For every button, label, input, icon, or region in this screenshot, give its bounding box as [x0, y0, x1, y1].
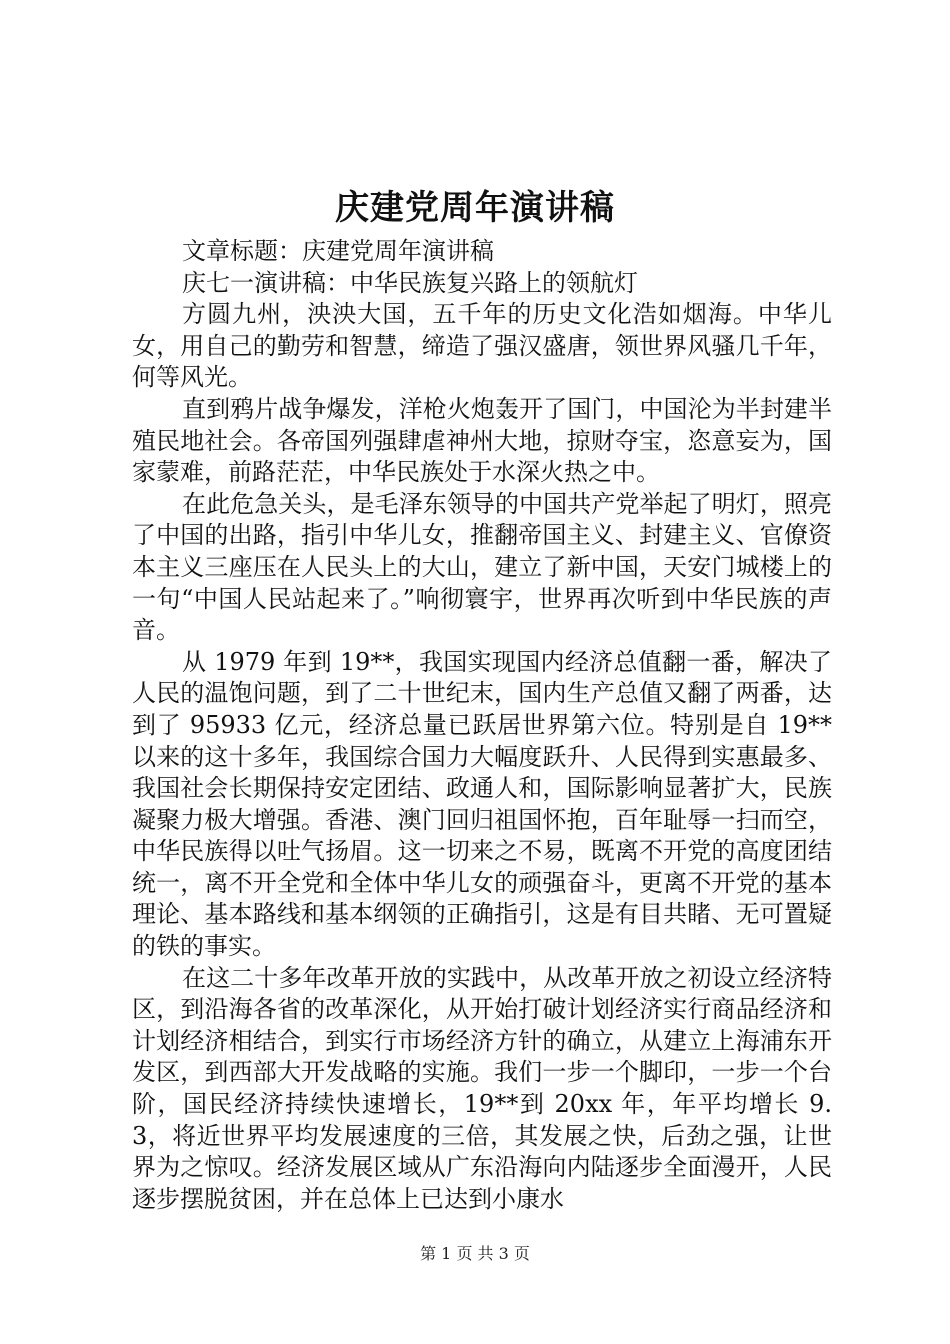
- document-title: 庆建党周年演讲稿: [335, 188, 615, 228]
- paragraph-subtitle: 庆七一演讲稿：中华民族复兴路上的领航灯: [182, 268, 638, 297]
- paragraph: 从 1979 年到 19**，我国实现国内经济总值翻一番，解决了人民的温饱问题，到了二十世纪末，国内生产总值又翻了两番，达到了 95933 亿元，经济总量已跃居世界第六位。特别是自 19**以来的这十多年，我国综合国力大幅度跃升、人民得到实惠最多、我国社会长期保持安定团结、政通人和，国际影响显著扩大，民族凝聚力极大增强。香港、澳门回归祖国怀抱，百年耻辱一扫而空，中华民族得以吐气扬眉。这一切来之不易，既离不开党的高度团结统一，离不开全党和全体中华儿女的顽强奋斗，更离不开党的基本理论、基本路线和基本纲领的正确指引，这是有目共睹、无可置疑的铁的事实。: [132, 647, 832, 961]
- paragraph: 方圆九州，泱泱大国，五千年的历史文化浩如烟海。中华儿女，用自己的勤劳和智慧，缔造了强汉盛唐，领世界风骚几千年，何等风光。: [132, 300, 832, 392]
- paragraph-article-title: 文章标题：庆建党周年演讲稿: [182, 237, 494, 265]
- paragraph: 在这二十多年改革开放的实践中，从改革开放之初设立经济特区，到沿海各省的改革深化，从开始打破计划经济实行商品经济和计划经济相结合，到实行市场经济方针的确立，从建立上海浦东开发区，到西部大开发战略的实施。我们一步一个脚印，一步一个台阶，国民经济持续快速增长，19**到 20xx 年，年平均增长 9.3，将近世界平均发展速度的三倍，其发展之快，后劲之强，让世界为之惊叹。经济发展区域从广东沿海向内陆逐步全面漫开，人民逐步摆脱贫困，并在总体上已达到小康水: [132, 963, 832, 1213]
- paragraph: 在此危急关头，是毛泽东领导的中国共产党举起了明灯，照亮了中国的出路，指引中华儿女，推翻帝国主义、封建主义、官僚资本主义三座压在人民头上的大山，建立了新中国，天安门城楼上的一句“中国人民站起来了。”响彻寰宇，世界再次听到中华民族的声音。: [132, 489, 832, 645]
- paragraph: 直到鸦片战争爆发，洋枪火炮轰开了国门，中国沦为半封建半殖民地社会。各帝国列强肆虐神州大地，掠财夺宝，恣意妄为，国家蒙难，前路茫茫，中华民族处于水深火热之中。: [132, 394, 832, 487]
- page-number-footer: 第 1 页 共 3 页: [420, 1244, 530, 1263]
- document-body: [132, 236, 832, 1215]
